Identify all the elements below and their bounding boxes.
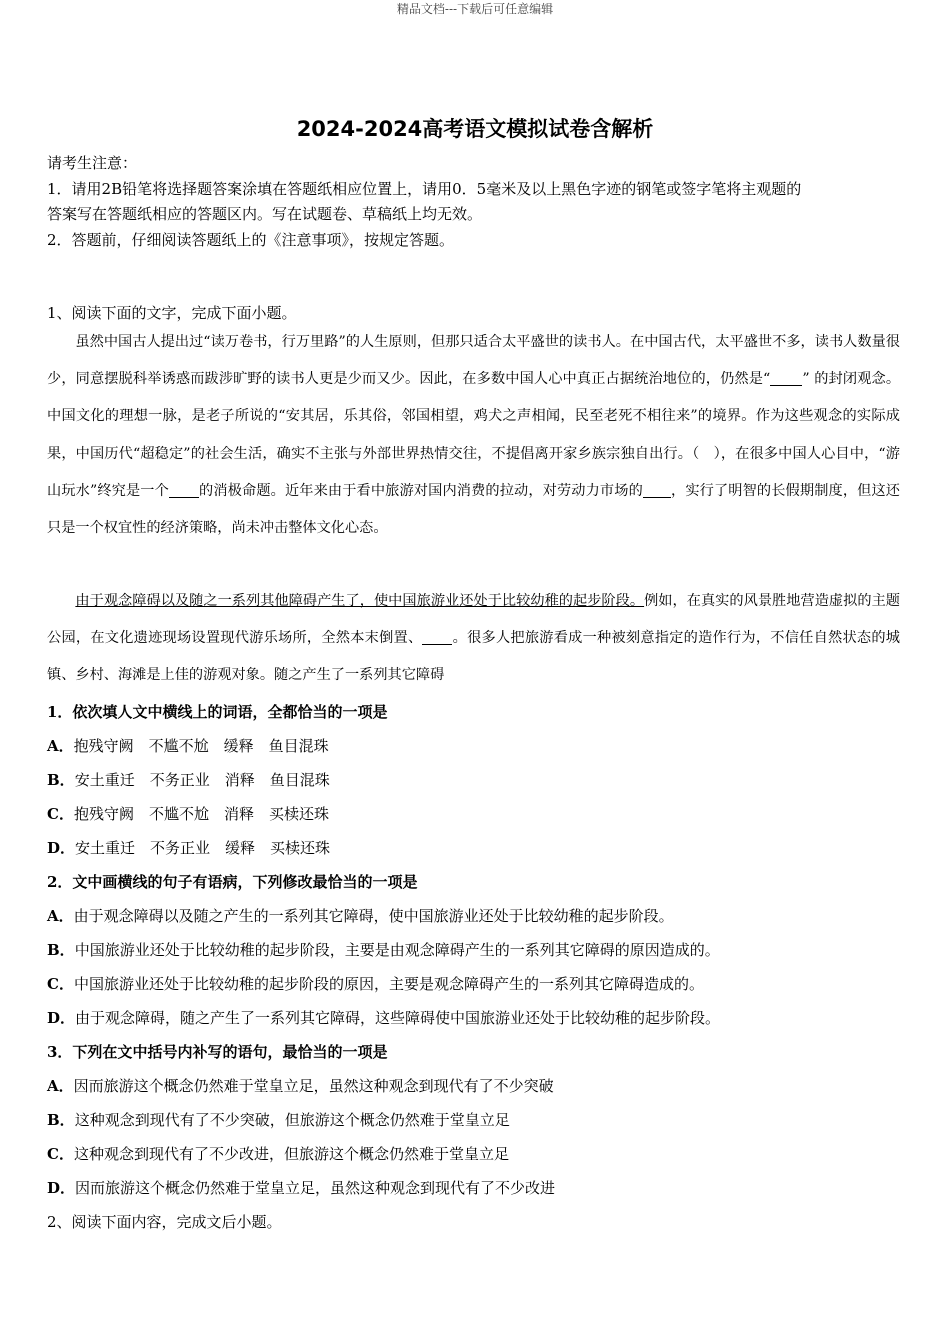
q1-option-c[interactable] <box>47 803 329 824</box>
option-label: A． <box>47 737 74 755</box>
q1-option-a[interactable] <box>47 735 329 756</box>
q2-option-c[interactable] <box>47 973 704 994</box>
section2-heading: 2、阅读下面内容，完成文后小题。 <box>47 1213 282 1231</box>
underlined-sentence: 由于观念障碍以及随之一系列其他障碍产生了，使中国旅游业还处于比较幼稚的起步阶段。 <box>75 593 645 609</box>
notice-item-2: 2．答题前，仔细阅读答题纸上的《注意事项》，按规定答题。 <box>47 231 455 249</box>
option-label: D． <box>47 839 76 857</box>
option-text: 因而旅游这个概念仍然难于堂皇立足，虽然这种观念到现代有了不少突破 <box>73 1077 554 1095</box>
option-label: C． <box>47 1145 74 1163</box>
option-text: 由于观念障碍以及随之产生的一系列其它障碍，使中国旅游业还处于比较幼稚的起步阶段。 <box>73 907 674 925</box>
option-text: 中国旅游业还处于比较幼稚的起步阶段的原因，主要是观念障碍产生的一系列其它障碍造成的。 <box>73 975 704 993</box>
q2-option-b[interactable] <box>47 939 720 960</box>
q2-option-d[interactable] <box>47 1007 720 1028</box>
section1-heading: 1、阅读下面的文字，完成下面小题。 <box>47 304 297 322</box>
option-text: 中国旅游业还处于比较幼稚的起步阶段，主要是由观念障碍产生的一系列其它障碍的原因造成的。 <box>74 941 720 959</box>
passage-text: 例如，在真实的风景胜地营造虚拟的主题公园，在文化遗迹现场设置现代游乐场所，全然本末倒置、 <box>47 593 900 647</box>
q3-option-c[interactable] <box>47 1143 509 1164</box>
q3-option-b[interactable] <box>47 1109 510 1130</box>
passage-text: ” 的封闭观念。中国文化的理想一脉，是老子所说的“安其居，乐其俗，邻国相望，鸡犬之声相闻，民至老死不相往来”的境界。作为这些观念的实际成果，中国历代“超稳定”的社会生活，确实不主张与外部世界热情交往，不提倡离开家乡族宗独自出行。（ ），在很多中国人心目中，“游山玩水”终究是一个 <box>47 371 901 499</box>
passage-text: 虽然中国古人提出过“读万卷书，行万里路”的人生原则，但那只适合太平盛世的读书人。在中国古代，太平盛世不多，读书人数量很少，同意摆脱科举诱惑而跋涉旷野的读书人更是少而又少。因此，在多数中国人心中真正占据统治地位的，仍然是“ <box>47 334 900 388</box>
option-text: 因而旅游这个概念仍然难于堂皇立足，虽然这种观念到现代有了不少改进 <box>75 1179 556 1197</box>
option-label: B． <box>47 941 75 959</box>
option-text: 安土重迁 不务正业 消释 鱼目混珠 <box>74 771 330 789</box>
passage-text: ，实行了明智的长假期制度，但这还只是一个权宜性的经济策略，尚未冲击整体文化心态。 <box>47 482 900 537</box>
header-note: 精品文档---下载后可任意编辑 <box>396 2 554 16</box>
question-2: 2．文中画横线的句子有语病，下列修改最恰当的一项是 <box>47 873 418 891</box>
fill-blank <box>169 481 199 498</box>
passage-paragraph-1 <box>47 324 900 547</box>
option-label: A． <box>47 1077 74 1095</box>
q1-option-b[interactable] <box>47 769 330 790</box>
option-text: 这种观念到现代有了不少改进，但旅游这个概念仍然难于堂皇立足 <box>73 1145 509 1163</box>
fill-blank <box>770 369 802 386</box>
passage-paragraph-2 <box>47 583 900 695</box>
option-label: C． <box>47 975 74 993</box>
notice-heading: 请考生注意： <box>47 154 138 172</box>
option-text: 抱残守阙 不尴不尬 消释 买椟还珠 <box>73 805 329 823</box>
option-text: 安土重迁 不务正业 缓释 买椟还珠 <box>75 839 331 857</box>
notice-item-1a: 1．请用2B铅笔将选择题答案涂填在答题纸相应位置上，请用0．5毫米及以上黑色字迹的钢笔或签字笔将主观题的 <box>47 180 802 198</box>
q1-option-d[interactable] <box>47 837 330 858</box>
q3-option-a[interactable] <box>47 1075 554 1096</box>
option-text: 抱残守阙 不尴不尬 缓释 鱼目混珠 <box>73 737 329 755</box>
fill-blank <box>643 481 671 498</box>
page-title: 2024-2024高考语文模拟试卷含解析 <box>296 117 654 141</box>
option-label: B． <box>47 771 75 789</box>
question-1: 1．依次填人文中横线上的词语，全都恰当的一项是 <box>47 703 388 721</box>
option-label: A． <box>47 907 74 925</box>
option-text: 由于观念障碍，随之产生了一系列其它障碍，这些障碍使中国旅游业还处于比较幼稚的起步阶段。 <box>75 1009 721 1027</box>
passage-text: 。很多人把旅游看成一种被刻意指定的造作行为，不信任自然状态的城镇、乡村、海滩是上佳的游观对象。随之产生了一系列其它障碍 <box>47 630 900 684</box>
option-label: D． <box>47 1009 76 1027</box>
question-3: 3．下列在文中括号内补写的语句，最恰当的一项是 <box>47 1043 388 1061</box>
option-label: D． <box>47 1179 76 1197</box>
option-label: C． <box>47 805 74 823</box>
notice-item-1b: 答案写在答题纸相应的答题区内。写在试题卷、草稿纸上均无效。 <box>47 205 483 223</box>
option-label: B． <box>47 1111 75 1129</box>
passage-text: 的消极命题。近年来由于看中旅游对国内消费的拉动，对劳动力市场的 <box>198 482 643 499</box>
option-text: 这种观念到现代有了不少突破，但旅游这个概念仍然难于堂皇立足 <box>74 1111 510 1129</box>
q2-option-a[interactable] <box>47 905 674 926</box>
q3-option-d[interactable] <box>47 1177 555 1198</box>
fill-blank <box>422 628 452 645</box>
